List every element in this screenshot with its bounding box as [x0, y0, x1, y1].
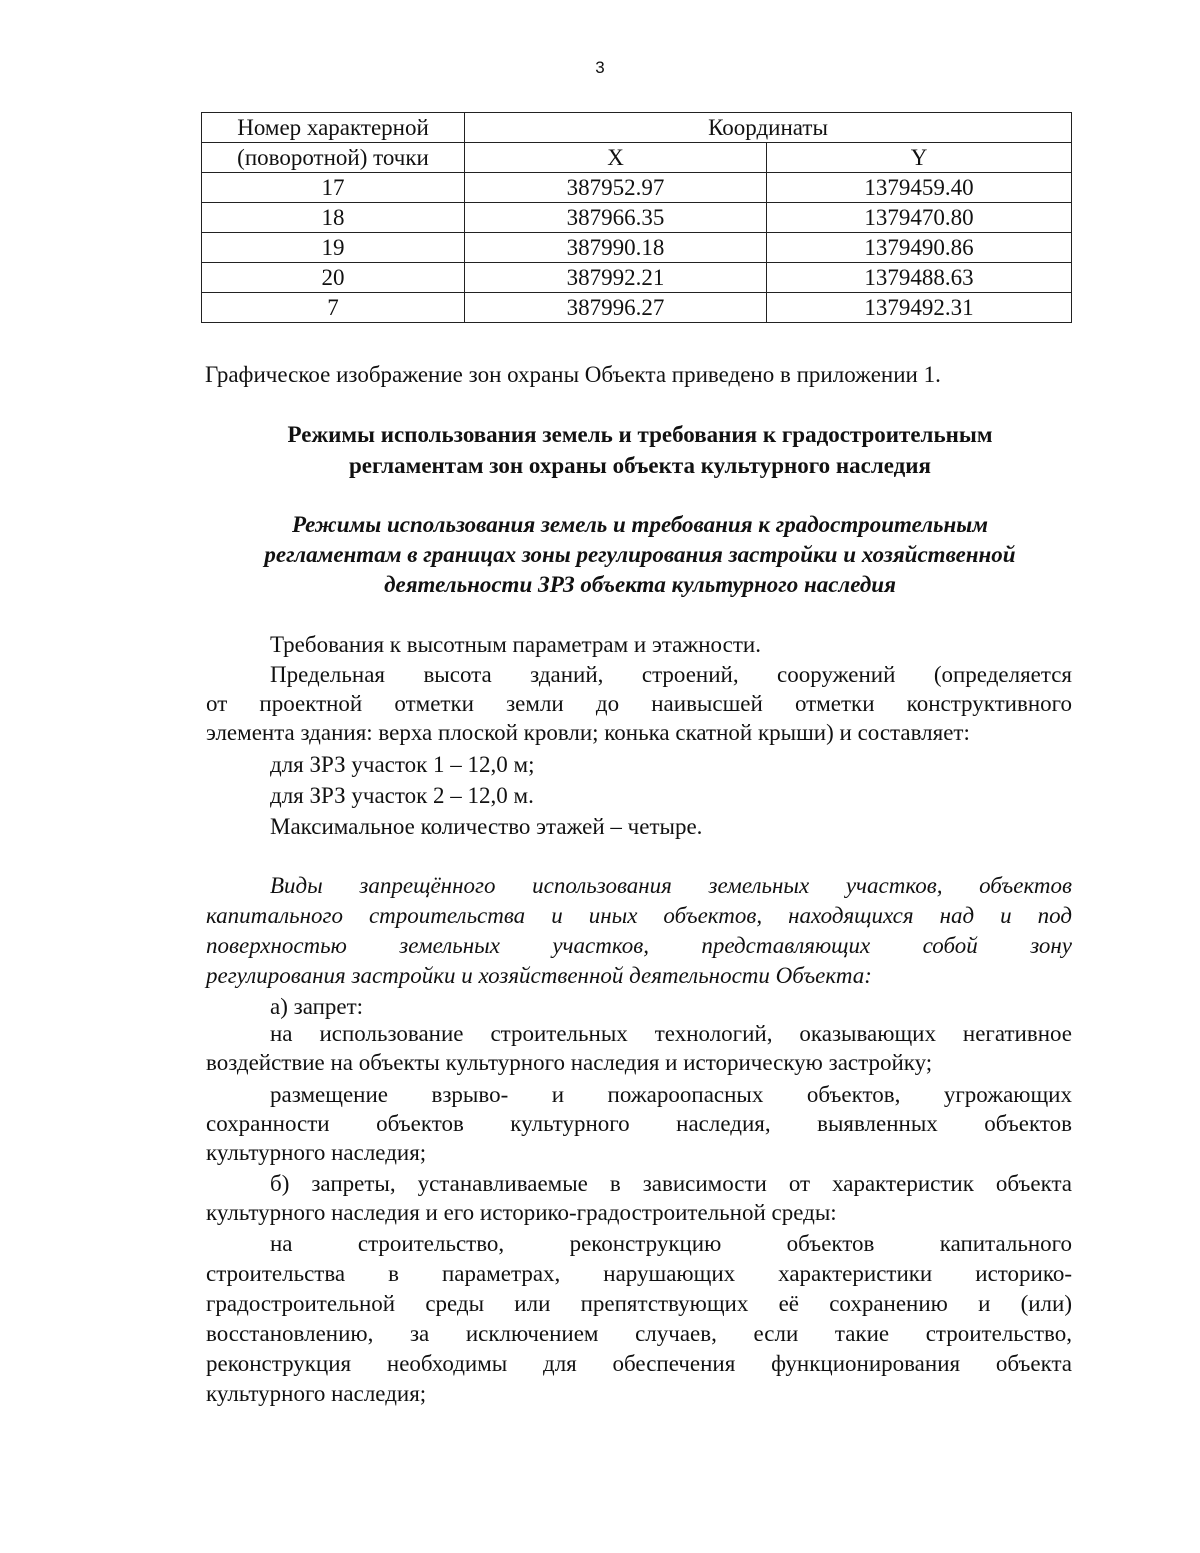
- section-title-line: регламентам зон охраны объекта культурного наследия: [348, 453, 932, 478]
- section-title: [200, 419, 1080, 481]
- coord-y: 1379488.63: [767, 263, 1072, 293]
- coord-y: 1379490.86: [767, 233, 1072, 263]
- graphic-note: Графическое изображение зон охраны Объекта приведено в приложении 1.: [205, 362, 941, 387]
- coord-y: 1379459.40: [767, 173, 1072, 203]
- header-point-line2: (поворотной) точки: [202, 143, 465, 173]
- table-row: [202, 203, 1072, 233]
- header-coordinates: Координаты: [465, 113, 1072, 143]
- coord-x: 387992.21: [465, 263, 767, 293]
- table-row: [202, 293, 1072, 323]
- item-b-line: культурного наследия и его историко-градостроительной среды:: [206, 1200, 837, 1225]
- max-floors: Максимальное количество этажей – четыре.: [270, 814, 703, 839]
- item-a-para1-line: воздействие на объекты культурного наследия и историческую застройку;: [206, 1050, 933, 1075]
- plot-2-height: для ЗРЗ участок 2 – 12,0 м.: [270, 783, 534, 808]
- point-number: 17: [202, 173, 465, 203]
- coord-x: 387996.27: [465, 293, 767, 323]
- coord-x: 387990.18: [465, 233, 767, 263]
- point-number: 19: [202, 233, 465, 263]
- page-number: 3: [595, 58, 605, 77]
- prohibited-heading-line: регулирования застройки и хозяйственной деятельности Объекта:: [206, 963, 872, 988]
- table-row: [202, 263, 1072, 293]
- coordinates-table: [201, 112, 1072, 323]
- item-b-para1-line: строительства в параметрах, нарушающих характеристики историко-: [206, 1261, 1072, 1286]
- subsection-title-line: Режимы использования земель и требования к градостроительным: [291, 512, 989, 537]
- prohibited-heading-line: капитального строительства и иных объектов, находящихся над и под: [206, 903, 1072, 928]
- subsection-title: [200, 510, 1080, 600]
- coord-y: 1379470.80: [767, 203, 1072, 233]
- height-requirements-heading: Требования к высотным параметрам и этажности.: [270, 632, 761, 657]
- prohibited-heading-line: Виды запрещённого использования земельных участков, объектов: [270, 873, 1072, 898]
- point-number: 7: [202, 293, 465, 323]
- item-a-para1-line: на использование строительных технологий, оказывающих негативное: [270, 1021, 1072, 1046]
- table-row: [202, 173, 1072, 203]
- point-number: 18: [202, 203, 465, 233]
- section-title-line: Режимы использования земель и требования к градостроительным: [287, 422, 993, 447]
- item-b-para1-line: культурного наследия;: [206, 1381, 427, 1406]
- item-b-line: б) запреты, устанавливаемые в зависимости от характеристик объекта: [270, 1171, 1072, 1196]
- prohibited-heading-line: поверхностью земельных участков, представляющих собой зону: [206, 933, 1072, 958]
- subsection-title-line: регламентам в границах зоны регулирования застройки и хозяйственной: [264, 542, 1016, 567]
- item-a: а) запрет:: [270, 994, 364, 1019]
- height-para-line: от проектной отметки земли до наивысшей отметки конструктивного: [206, 691, 1072, 716]
- item-a-para2-line: размещение взрыво- и пожароопасных объектов, угрожающих: [270, 1082, 1072, 1107]
- coord-x: 387952.97: [465, 173, 767, 203]
- header-y: Y: [767, 143, 1072, 173]
- item-b-para1-line: реконструкция необходимы для обеспечения функционирования объекта: [206, 1351, 1072, 1376]
- subsection-title-line: деятельности ЗРЗ объекта культурного наследия: [384, 572, 896, 597]
- item-b-para1-line: градостроительной среды или препятствующих её сохранению и (или): [206, 1291, 1072, 1316]
- table-row: [202, 233, 1072, 263]
- item-b-para1-line: на строительство, реконструкцию объектов капитального: [270, 1231, 1072, 1256]
- height-para-line: элемента здания: верха плоской кровли; конька скатной крыши) и составляет:: [206, 720, 970, 745]
- coord-y: 1379492.31: [767, 293, 1072, 323]
- item-b-para1-line: восстановлению, за исключением случаев, если такие строительство,: [206, 1321, 1072, 1346]
- plot-1-height: для ЗРЗ участок 1 – 12,0 м;: [270, 752, 535, 777]
- item-a-para2-line: сохранности объектов культурного наследия, выявленных объектов: [206, 1111, 1072, 1136]
- point-number: 20: [202, 263, 465, 293]
- header-point-line1: Номер характерной: [202, 113, 465, 143]
- header-x: X: [465, 143, 767, 173]
- height-para-line: Предельная высота зданий, строений, сооружений (определяется: [270, 662, 1072, 687]
- item-a-para2-line: культурного наследия;: [206, 1140, 427, 1165]
- coord-x: 387966.35: [465, 203, 767, 233]
